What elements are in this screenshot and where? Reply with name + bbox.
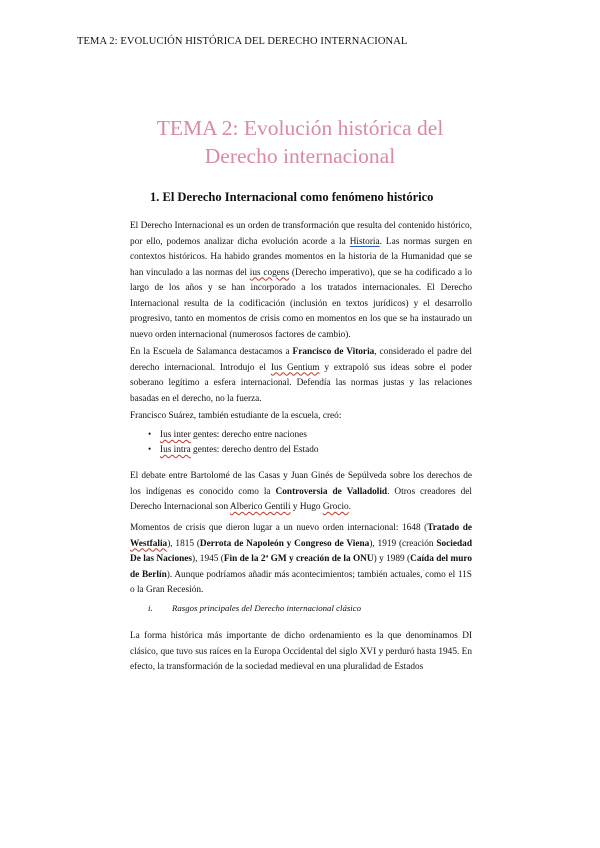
bullet-text: gentes: derecho dentro del Estado bbox=[190, 445, 319, 455]
text-run: (Derecho imperativo), que se ha codificado a lo largo de los años y se han incorporado a los tratados internacionales. El Derecho Internacional resulta de la codificación (inclusión en textos jurídicos) y el desarrollo progresivo, tanto en momentos de crisis como en momentos en los que se ha instaurado un nuevo orden internacional (numerosos factores de cambio). bbox=[130, 267, 472, 340]
text-run: ), 1919 (creación bbox=[369, 538, 437, 549]
document-title bbox=[0, 114, 600, 170]
paragraph-4 bbox=[130, 469, 472, 516]
subsection-heading bbox=[148, 603, 361, 613]
section-heading: 1. El Derecho Internacional como fenómeno histórico bbox=[150, 190, 434, 204]
paragraph-6: La forma histórica más importante de dicho ordenamiento es la que denominamos DI clásico, que tuvo sus raíces en la Europa Occidental del siglo XVI y perduró hasta 1945. En efecto, la transformación de la sociedad medieval en una pluralidad de Estados bbox=[130, 631, 472, 672]
text-run: . bbox=[348, 502, 352, 512]
bullet-icon: • bbox=[148, 444, 152, 454]
bullet-icon: • bbox=[148, 429, 152, 439]
sdn-term: Sociedad De las Naciones bbox=[130, 538, 472, 564]
bullet-term: Ius inter bbox=[160, 430, 191, 440]
subsection-title: Rasgos principales del Derecho internacional clásico bbox=[172, 603, 362, 613]
text-run: ), 1815 ( bbox=[167, 538, 200, 549]
westfalia-prefix: Tratado de bbox=[427, 523, 472, 533]
paragraph-3: Francisco Suárez, también estudiante de la escuela, creó: bbox=[130, 411, 342, 421]
list-item bbox=[148, 442, 319, 457]
text-run: ), 1945 ( bbox=[192, 554, 224, 564]
paragraph-1 bbox=[130, 219, 472, 343]
text-run: . Las normas surgen en contextos históricos. Ha habido grandes momentos en la historia de la Humanidad que se han vinculado a las normas del bbox=[130, 236, 472, 278]
vitoria-name: Francisco de Vitoria bbox=[292, 347, 375, 357]
text-run: Momentos de crisis que dieron lugar a un nuevo orden internacional: 1648 ( bbox=[130, 523, 428, 533]
text-run: . Otros creadores del Derecho Internacional son bbox=[130, 486, 472, 512]
napoleon-term: Derrota de Napoleón y Congreso de Viena bbox=[199, 538, 370, 549]
text-run: , considerado el padre del derecho internacional. Introdujo el bbox=[130, 347, 472, 373]
onu-term: Fin de la 2ª GM y creación de la ONU bbox=[223, 554, 374, 564]
text-run: En la Escuela de Salamanca destacamos a bbox=[130, 347, 293, 357]
westfalia-term: Westfalia bbox=[130, 538, 168, 549]
bullet-text: gentes: derecho entre naciones bbox=[190, 430, 307, 440]
paragraph-5 bbox=[130, 521, 472, 599]
text-run: ). Aunque podríamos añadir más acontecimientos; también actuales, como el 11S o la Gran Recesión. bbox=[130, 569, 472, 595]
controversia-term: Controversia de Valladolid bbox=[275, 486, 388, 497]
bullet-list bbox=[148, 427, 319, 457]
ius-gentium-term: Ius Gentium bbox=[270, 362, 320, 373]
paragraph-2 bbox=[130, 345, 472, 407]
ius-cogens-term: ius cogens bbox=[249, 267, 290, 278]
text-run: y extrapoló sus ideas sobre el poder soberano legítimo a esfera internacional. Defendía las normas justas y las relaciones basadas en el derecho, no la fuerza. bbox=[130, 362, 472, 404]
grocio-name: Grocio bbox=[322, 502, 349, 512]
text-run: y Hugo bbox=[290, 502, 323, 512]
title-line-1: TEMA 2: Evolución histórica del bbox=[156, 116, 444, 140]
page-header: TEMA 2: EVOLUCIÓN HISTÓRICA DEL DERECHO INTERNACIONAL bbox=[77, 36, 408, 47]
title-line-2: Derecho internacional bbox=[204, 144, 396, 168]
gentili-name: Alberico Gentili bbox=[229, 502, 291, 512]
list-item bbox=[148, 427, 319, 442]
historia-link[interactable]: Historia bbox=[349, 236, 380, 247]
text-run: ) y 1989 ( bbox=[373, 554, 411, 564]
berlin-term: Caída del muro de Berlín bbox=[130, 554, 472, 580]
bullet-term: Ius intra bbox=[160, 445, 191, 455]
subsection-number: i. bbox=[148, 603, 153, 613]
text-run: El Derecho Internacional es un orden de transformación que resulta del contenido histórico, por ello, podemos analizar dicha evolución acorde a la bbox=[130, 221, 472, 247]
text-run: El debate entre Bartolomé de las Casas y Juan Ginés de Sepúlveda sobre los derechos de los indígenas es conocido como la bbox=[130, 471, 472, 497]
